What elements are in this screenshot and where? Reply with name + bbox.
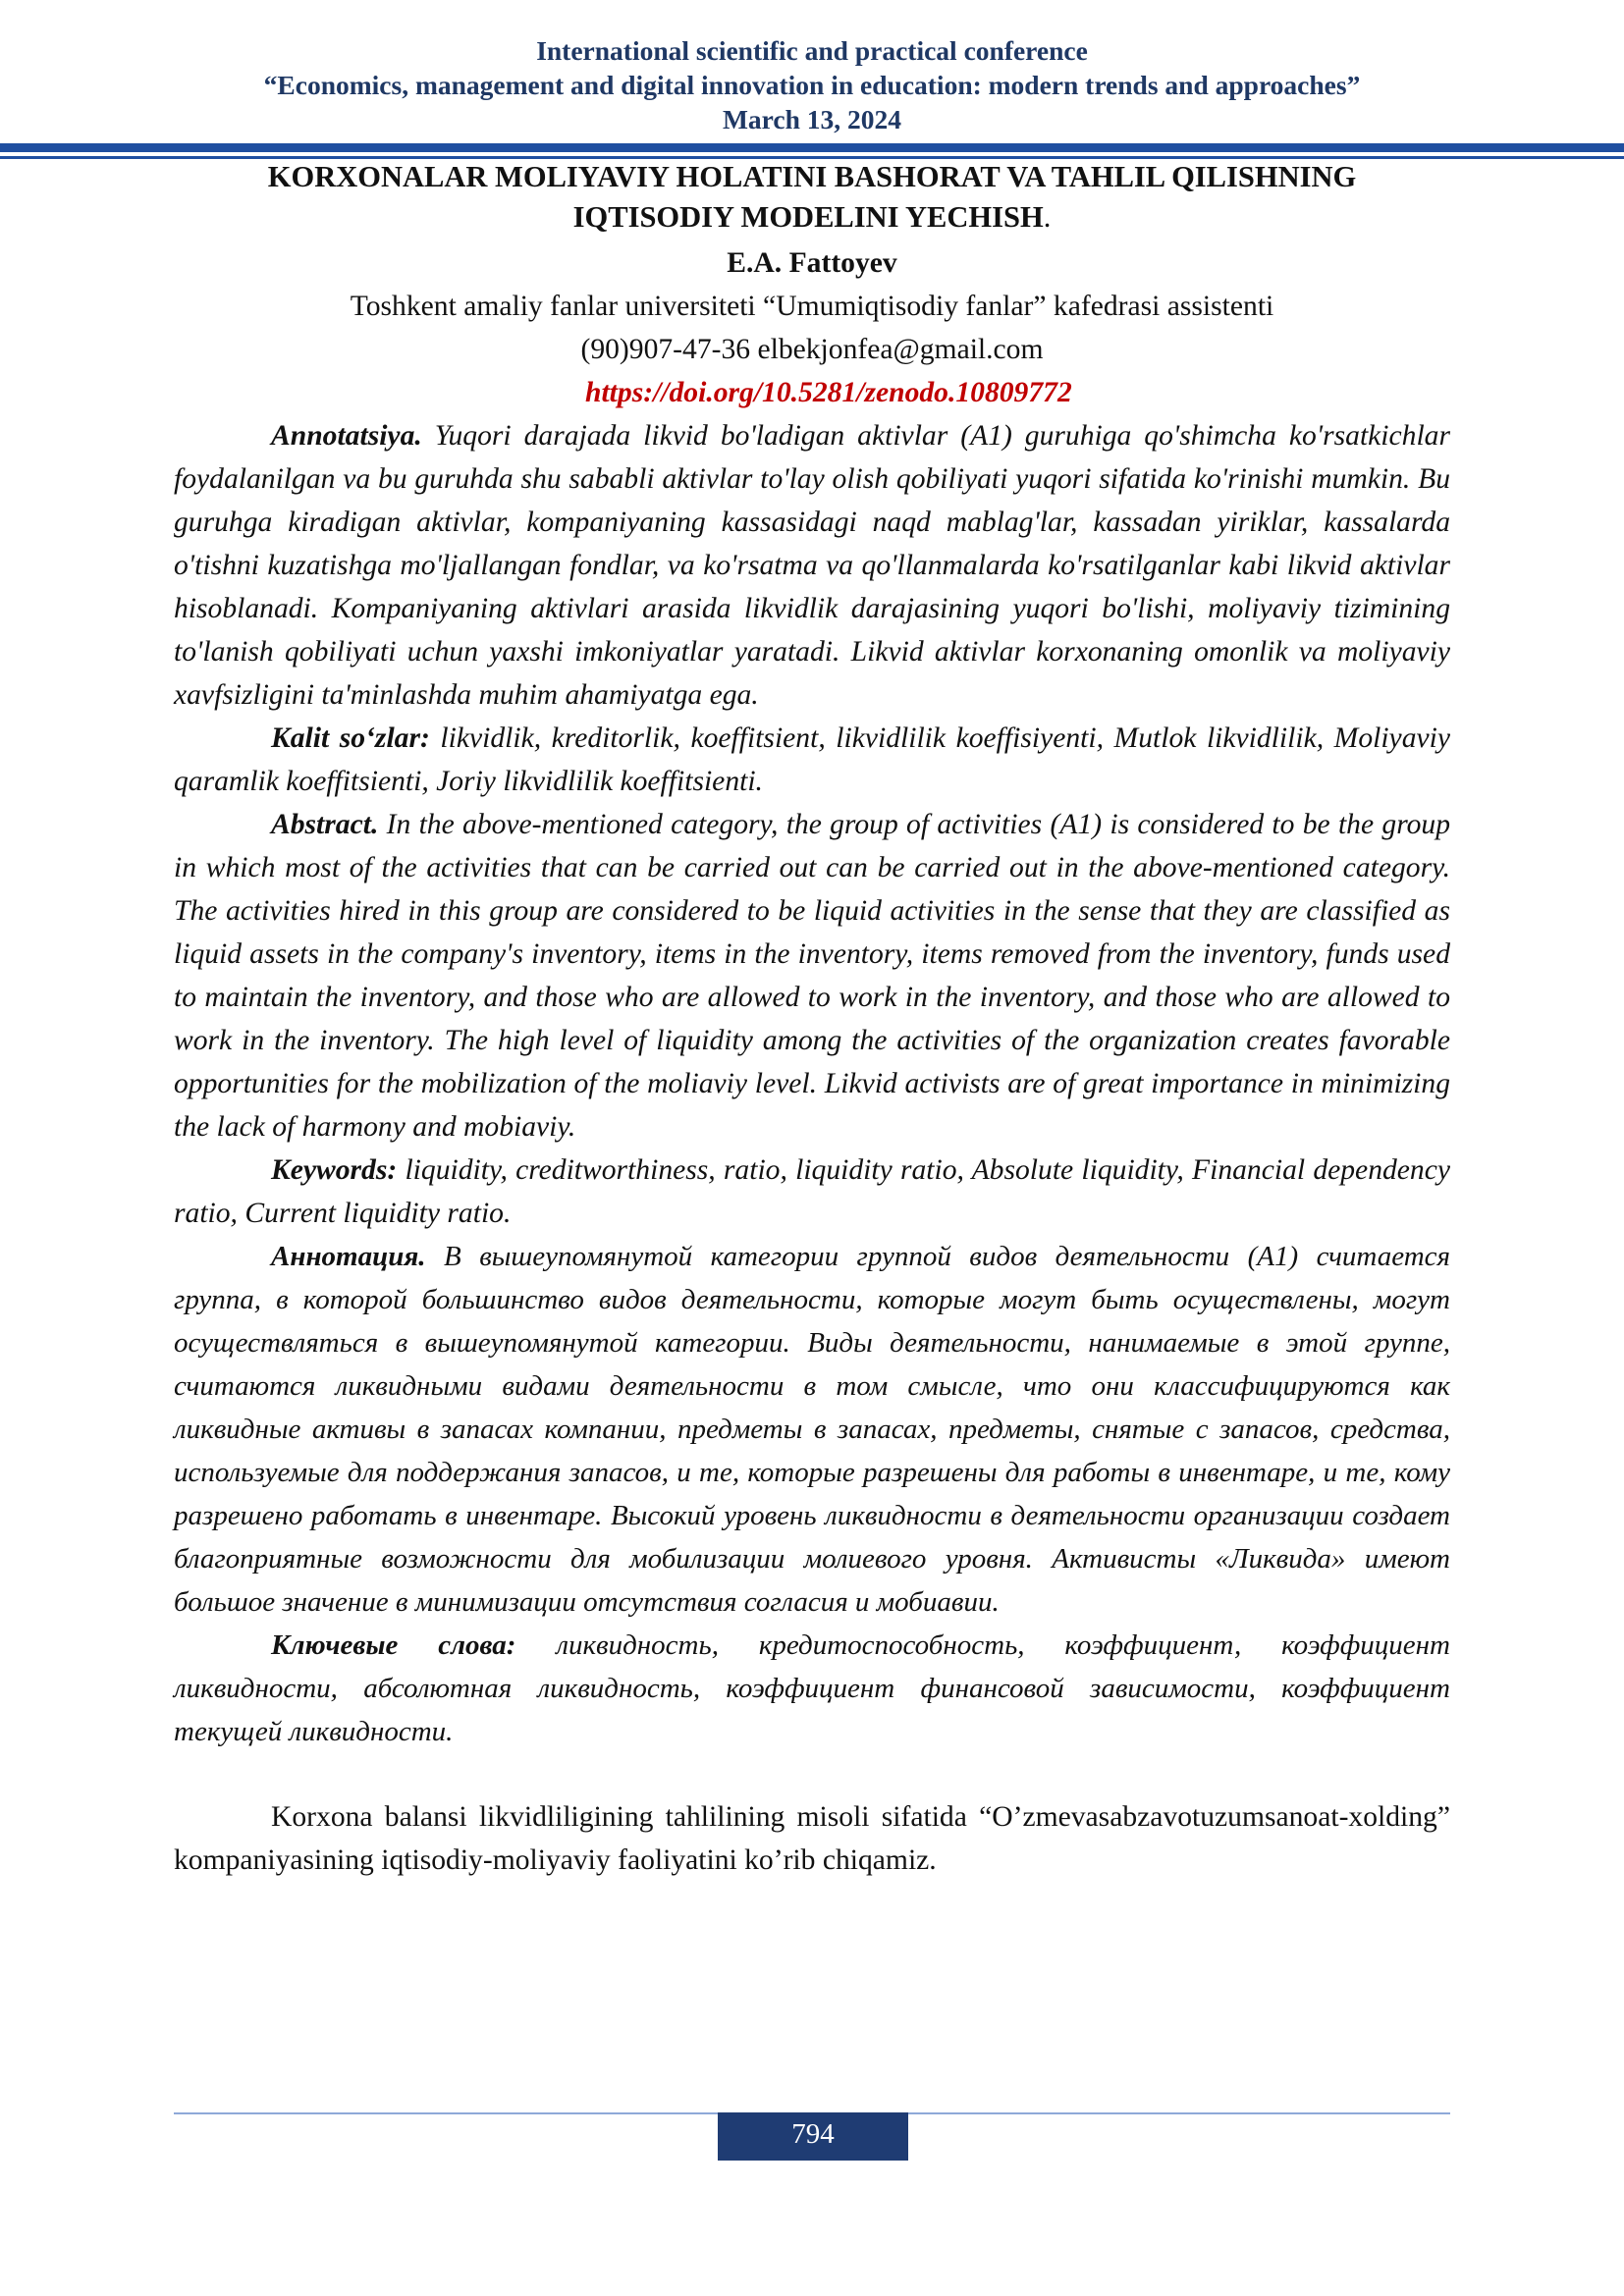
keywords-text: liquidity, creditworthiness, ratio, liquidity ratio, Absolute liquidity, Financial dependency ratio, Current liquidity ratio. — [174, 1154, 1450, 1229]
klyuchevye-label: Ключевые слова: — [271, 1629, 516, 1661]
annotatsiya-ru-text: В вышеупомянутой категории группой видов деятельности (А1) считается группа, в которой большинство видов деятельности, которые могут быть осуществлены, могут осуществляться в вышеупомянутой категории. Виды деятельности, нанимаемые в этой группе, считаются ликвидными видами деятельности в том смысле, что они классифицируются как ликвидные активы в запасах компании, предметы в запасах, предметы, снятые с запасов, средства, используемые для поддержания запасов, и те, которые разрешены для работы в инвентаре, и те, кому разрешено работать в инвентаре. Высокий уровень ликвидности в деятельности организации создает благоприятные возможности для мобилизации молиевого уровня. Активисты «Ликвида» имеют большое значение в минимизации отсутствия согласия и мобиавии. — [174, 1241, 1450, 1618]
doi-link[interactable]: https://doi.org/10.5281/zenodo.10809772 — [585, 377, 1072, 408]
klyuchevye-text: ликвидность, кредитоспособность, коэффициент, коэффициент ликвидности, абсолютная ликвидность, коэффициент финансовой зависимости, коэффициент текущей ликвидности. — [174, 1629, 1450, 1747]
conference-date: March 13, 2024 — [722, 104, 902, 134]
annotatsiya-label: Annotatsiya. — [271, 420, 422, 452]
body-paragraph-1: Korxona balansi likvidliligining tahlilining misoli sifatida “O’zmevasabzavotuzumsanoat-xolding” kompaniyasining iqtisodiy-moliyaviy faoliyatini ko’rib chiqamiz. — [174, 1801, 1450, 1876]
conference-theme: “Economics, management and digital innovation in education: modern trends and approaches” — [263, 70, 1361, 100]
kalit-text: likvidlik, kreditorlik, koeffitsient, likvidlilik koeffisiyenti, Mutlok likvidlilik, Moliyaviy qaramlik koeffitsienti, Joriy likvidlilik koeffitsienti. — [174, 722, 1450, 797]
title-line-1: KORXONALAR MOLIYAVIY HOLATINI BASHORAT VA TAHLIL QILISHNING — [267, 160, 1357, 193]
keywords-paragraph — [174, 1148, 1450, 1235]
annotatsiya-ru-paragraph — [174, 1235, 1450, 1624]
article-title — [174, 157, 1450, 238]
paragraph-gap — [174, 1753, 1450, 1795]
annotatsiya-paragraph — [174, 414, 1450, 717]
kalit-label: Kalit so‘zlar: — [271, 722, 430, 754]
author-affiliation: Toshkent amaliy fanlar universiteti “Umumiqtisodiy fanlar” kafedrasi assistenti — [350, 291, 1274, 322]
klyuchevye-paragraph — [174, 1624, 1450, 1753]
abstract-label: Abstract. — [271, 809, 379, 840]
author-contact: (90)907-47-36 elbekjonfea@gmail.com — [580, 334, 1044, 365]
title-line-2: IQTISODIY MODELINI YECHISH — [572, 200, 1044, 234]
conference-name: International scientific and practical conference — [536, 35, 1088, 66]
abstract-paragraph — [174, 803, 1450, 1148]
annotatsiya-text: Yuqori darajada likvid bo'ladigan aktivlar (A1) guruhiga qo'shimcha ko'rsatkichlar foydalanilgan va bu guruhda shu sababli aktivlar to'lay olish qobiliyati yuqori sifatida ko'rinishi mumkin. Bu guruhga kiradigan aktivlar, kompaniyaning kassasidagi naqd mablag'lar, kassadan yiriklar, kassalarda o'tishni kuzatishga mo'ljallangan fondlar, va ko'rsatma va qo'llanmalarda ko'rsatilganlar kabi likvid aktivlar hisoblanadi. Kompaniyaning aktivlari arasida likvidlik darajasining yuqori bo'lishi, moliyaviy tizimining to'lanish qobiliyati uchun yaxshi imkoniyatlar yaratadi. Likvid aktivlar korxonaning omonlik va moliyaviy xavfsizligini ta'minlashda muhim ahamiyatga ega. — [174, 420, 1450, 711]
title-period: . — [1043, 200, 1052, 234]
article-body — [174, 157, 1450, 1882]
header-rule-thick — [0, 143, 1624, 152]
author-name: E.A. Fattoyev — [727, 247, 897, 279]
annotatsiya-ru-label: Аннотация. — [271, 1241, 426, 1272]
conference-header — [0, 33, 1624, 136]
page-number: 794 — [718, 2112, 908, 2161]
keywords-label: Keywords: — [271, 1154, 398, 1186]
abstract-text: In the above-mentioned category, the group of activities (A1) is considered to be the group in which most of the activities that can be carried out can be carried out in the above-mentioned category. The activities hired in this group are considered to be liquid activities in the sense that they are classified as liquid assets in the company's inventory, items in the inventory, items removed from the inventory, funds used to maintain the inventory, and those who are allowed to work in the inventory, and those who are allowed to work in the inventory. The high level of liquidity among the activities of the organization creates favorable opportunities for the mobilization of the moliaviy level. Likvid activists are of great importance in minimizing the lack of harmony and mobiaviy. — [174, 809, 1450, 1143]
kalit-paragraph — [174, 717, 1450, 803]
